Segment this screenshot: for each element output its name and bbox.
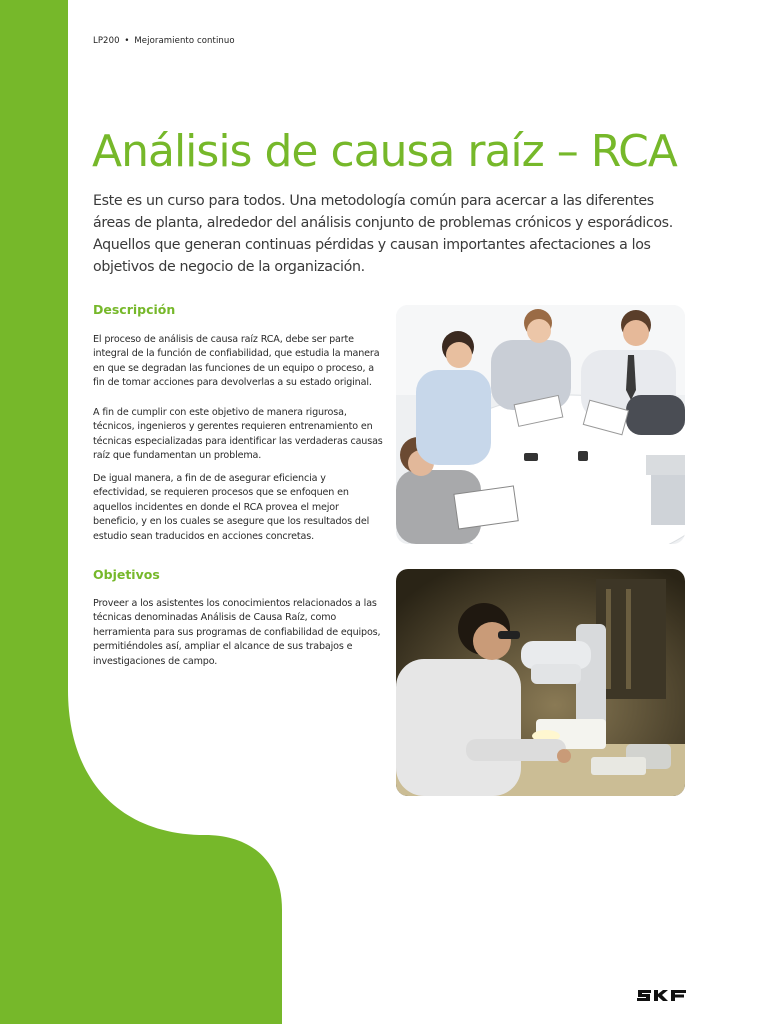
- descripcion-paragraph-2: A fin de cumplir con este objetivo de manera rigurosa, técnicos, ingenieros y gerentes requieren entrenamiento en técnicas especializadas para identificar las verdaderas causas raíz que fundamentan un problema.: [93, 407, 383, 462]
- course-category: Mejoramiento continuo: [134, 36, 235, 46]
- descripcion-paragraph-1: El proceso de análisis de causa raíz RCA, debe ser parte integral de la función de confiabilidad, que estudia la manera en que se degradan las funciones de un equipo o proceso, a fin de tomar acciones para devolverlas a su estado original.: [93, 334, 380, 389]
- header-bullet: •: [124, 36, 130, 46]
- page-header: [93, 36, 235, 46]
- course-code: LP200: [93, 36, 120, 46]
- objetivos-paragraph: Proveer a los asistentes los conocimientos relacionados a las técnicas denominadas Análisis de Causa Raíz, como herramienta para sus programas de confiabilidad de equipos, permitiéndoles así, ampliar el alcance de sus trabajos e investigaciones de campo.: [93, 598, 381, 667]
- page-title: Análisis de causa raíz – RCA: [92, 126, 677, 177]
- objetivos-heading: Objetivos: [93, 567, 160, 582]
- intro-paragraph: Este es un curso para todos. Una metodología común para acercar a las diferentes áreas de planta, alrededor del análisis conjunto de problemas crónicos y esporádicos. Aquellos que generan continuas pérdidas y causan importantes afectaciones a los objetivos de negocio de la organización.: [93, 193, 673, 275]
- meeting-photo: [396, 305, 685, 544]
- skf-logo: [636, 987, 690, 1007]
- descripcion-heading: Descripción: [93, 302, 176, 317]
- lab-microscope-photo: [396, 569, 685, 796]
- descripcion-paragraph-3: De igual manera, a fin de de asegurar eficiencia y efectividad, se requieren procesos que se enfoquen en aquellos incidentes en donde el RCA provea el mejor beneficio, y en los cuales se asegure que los resultados del estudio sean traducidos en acciones concretas.: [93, 473, 370, 542]
